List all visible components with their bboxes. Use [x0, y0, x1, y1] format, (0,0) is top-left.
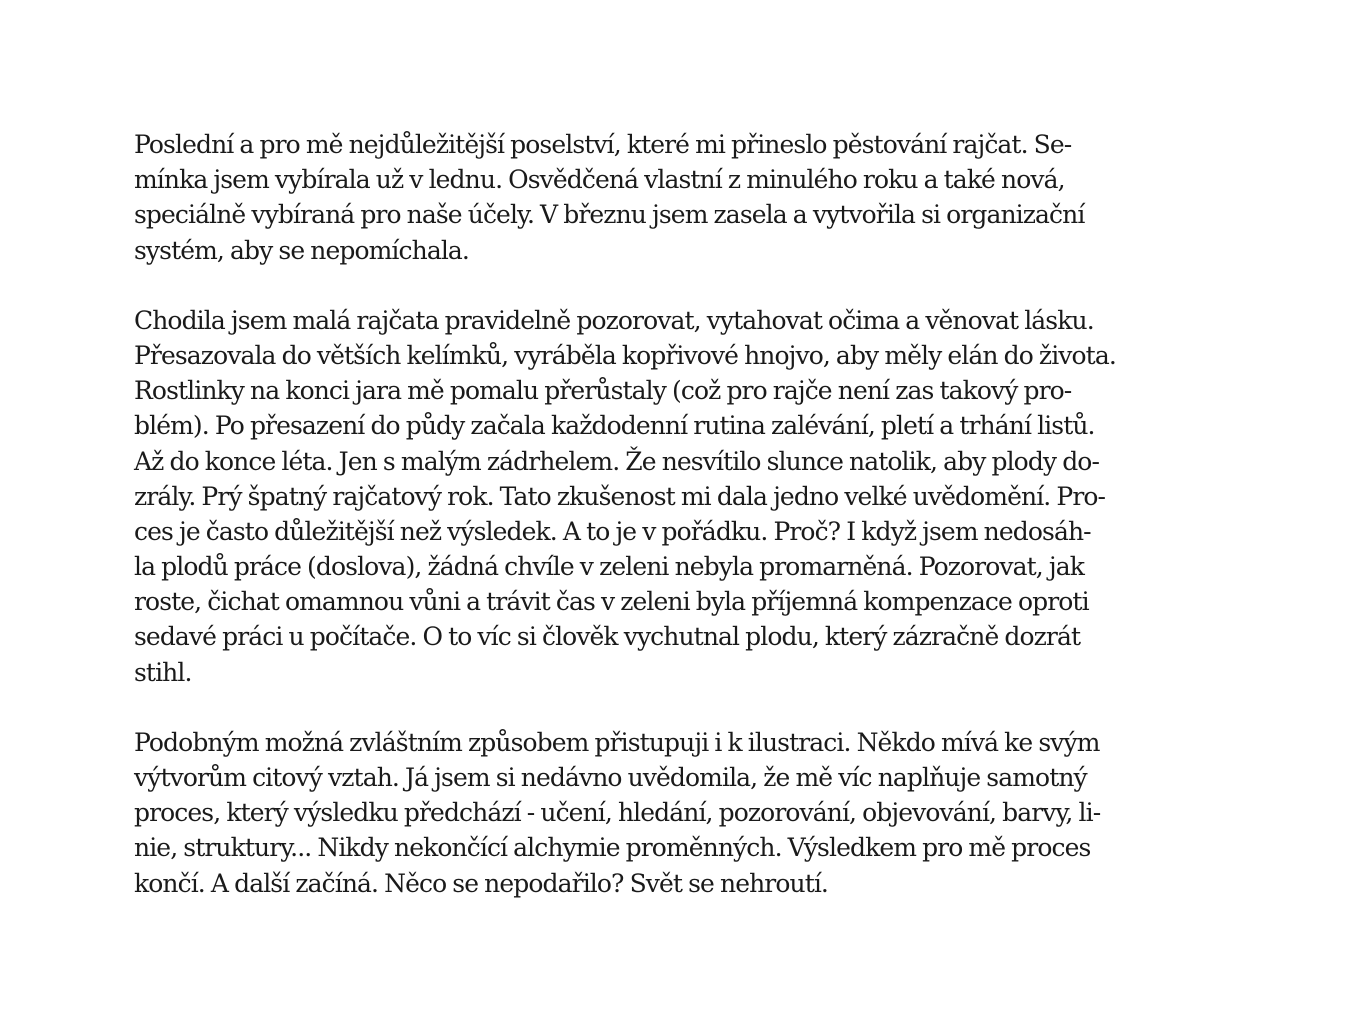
text-line: systém, aby se nepomíchala. — [134, 235, 469, 265]
paragraph-2 — [134, 303, 1254, 690]
text-line: Přesazovala do větších kelímků, vyráběla kopřivové hnojvo, aby měly elán do života. — [134, 340, 1116, 370]
text-line: sedavé práci u počítače. O to víc si člověk vychutnal plodu, který zázračně dozrát — [134, 622, 1081, 652]
text-line: výtvorům citový vztah. Já jsem si nedávno uvědomila, že mě víc naplňuje samotný — [134, 763, 1087, 792]
text-line: Rostlinky na konci jara mě pomalu přerůstaly (což pro rajče není zas takový pro- — [134, 376, 1072, 406]
document-body — [134, 127, 1254, 901]
text-line: končí. A další začíná. Něco se nepodařilo? Svět se nehroutí. — [134, 868, 828, 898]
text-line: mínka jsem vybírala už v lednu. Osvědčená vlastní z minulého roku a také nová, — [134, 165, 1065, 195]
text-line: blém). Po přesazení do půdy začala každodenní rutina zalévání, pletí a trhání listů. — [134, 411, 1095, 441]
text-line: roste, čichat omamnou vůni a trávit čas v zeleni byla příjemná kompenzace oproti — [134, 587, 1089, 617]
text-line: Chodila jsem malá rajčata pravidelně pozorovat, vytahovat očima a věnovat lásku. — [134, 305, 1094, 335]
text-line: la plodů práce (doslova), žádná chvíle v zeleni nebyla promarněná. Pozorovat, jak — [134, 552, 1084, 582]
text-line: proces, který výsledku předchází - učení, hledání, pozorování, objevování, barvy, li- — [134, 798, 1101, 828]
paragraph-1 — [134, 127, 1254, 268]
text-line: zrály. Prý špatný rajčatový rok. Tato zkušenost mi dala jedno velké uvědomění. Pro- — [134, 481, 1106, 511]
text-line: ces je často důležitější než výsledek. A to je v pořádku. Proč? I když jsem nedosáh- — [134, 516, 1091, 546]
text-line: Až do konce léta. Jen s malým zádrhelem. Že nesvítilo slunce natolik, aby plody do- — [134, 446, 1099, 476]
paragraph-3 — [134, 725, 1254, 901]
text-line: Poslední a pro mě nejdůležitější poselství, které mi přineslo pěstování rajčat. Se- — [134, 130, 1072, 159]
text-line: nie, struktury... Nikdy nekončící alchymie proměnných. Výsledkem pro mě proces — [134, 833, 1091, 863]
text-line: Podobným možná zvláštním způsobem přistupuji i k ilustraci. Někdo mívá ke svým — [134, 727, 1100, 757]
text-line: stihl. — [134, 657, 192, 687]
text-line: speciálně vybíraná pro naše účely. V březnu jsem zasela a vytvořila si organizační — [134, 200, 1085, 230]
